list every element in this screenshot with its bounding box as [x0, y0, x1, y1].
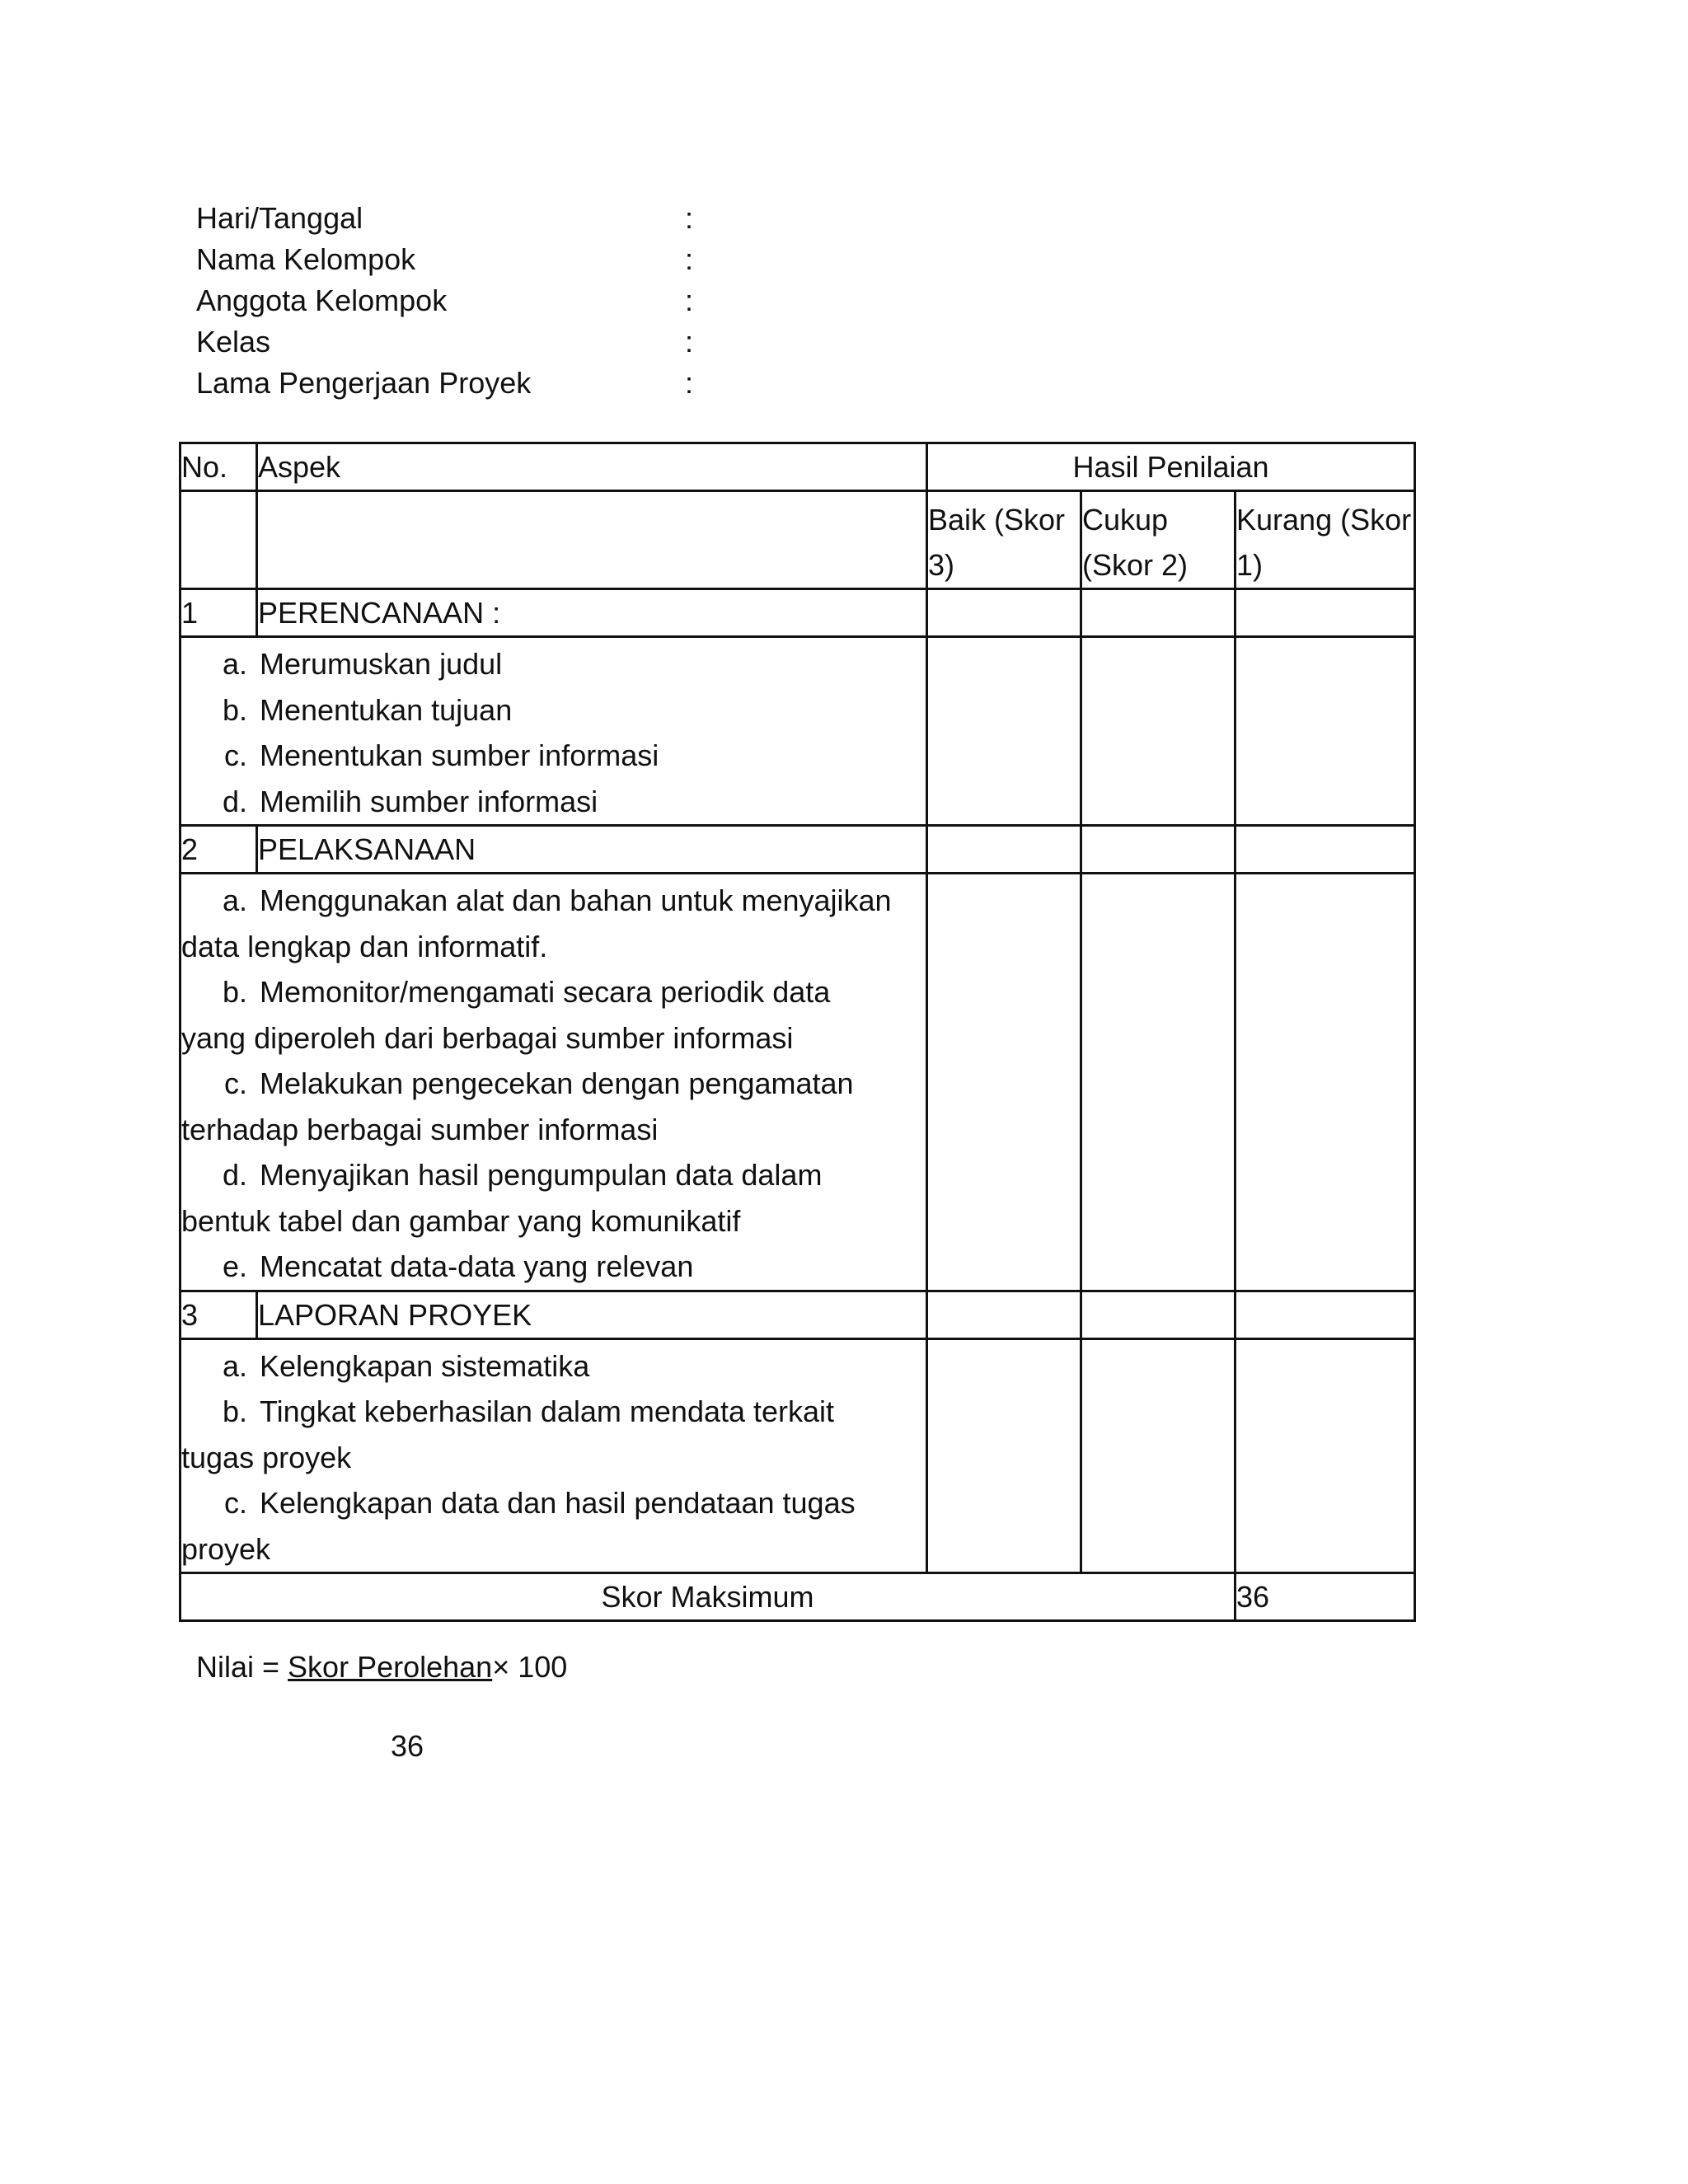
score-cell[interactable] — [1081, 826, 1236, 874]
item-text: Tingkat keberhasilan dalam mendata terkait — [260, 1394, 835, 1428]
section-row-perencanaan — [181, 589, 1415, 637]
items-cell — [181, 637, 927, 826]
field-colon: : — [685, 366, 694, 400]
item-letter: e. — [222, 1249, 247, 1283]
score-cell[interactable] — [1236, 1338, 1415, 1573]
field-colon: : — [685, 284, 694, 317]
item-letter: b. — [222, 975, 247, 1009]
header-hasil-penilaian: Hasil Penilaian — [927, 443, 1415, 491]
skor-maksimum-label: Skor Maksimum — [181, 1573, 1236, 1621]
item-text: Merumuskan judul — [260, 647, 503, 681]
item-letter: a. — [222, 1348, 247, 1383]
list-item — [181, 1244, 926, 1290]
header-baik — [927, 491, 1081, 589]
item-letter: b. — [222, 1394, 247, 1428]
item-letter: c. — [223, 1486, 247, 1520]
list-item — [181, 641, 926, 687]
item-list — [181, 1340, 926, 1572]
item-text: Memilih sumber informasi — [260, 784, 598, 818]
section-title: PERENCANAAN : — [257, 589, 927, 637]
score-cell[interactable] — [1081, 589, 1236, 637]
formula-denominator: 36 — [391, 1729, 424, 1763]
item-text-continued: tugas proyek — [181, 1440, 352, 1474]
section-number: 3 — [181, 1291, 257, 1338]
section-title: LAPORAN PROYEK — [257, 1291, 927, 1338]
field-colon: : — [685, 325, 694, 359]
list-item — [181, 1152, 926, 1244]
score-cell[interactable] — [1081, 1338, 1236, 1573]
item-letter: c. — [223, 1066, 247, 1100]
formula-suffix: × 100 — [492, 1650, 568, 1684]
item-text: Memonitor/mengamati secara periodik data — [260, 975, 831, 1009]
items-row-perencanaan — [181, 637, 1415, 826]
section-title: PELAKSANAAN — [257, 826, 927, 874]
item-text-continued: data lengkap dan informatif. — [181, 929, 548, 963]
item-letter: d. — [222, 784, 247, 818]
score-cell[interactable] — [927, 826, 1081, 874]
header-cukup-label: Cukup (Skor 2) — [1082, 503, 1189, 582]
items-row-laporan-proyek — [181, 1338, 1415, 1573]
list-item — [181, 779, 926, 825]
header-kurang — [1236, 491, 1415, 589]
field-label: Anggota Kelompok — [196, 284, 448, 317]
list-item — [181, 687, 926, 733]
section-row-pelaksanaan — [181, 826, 1415, 874]
score-cell[interactable] — [1236, 1291, 1415, 1338]
item-letter: a. — [222, 883, 247, 917]
field-label: Nama Kelompok — [196, 242, 416, 276]
score-cell[interactable] — [927, 637, 1081, 826]
item-list — [181, 638, 926, 824]
table-footer-row — [181, 1573, 1415, 1621]
section-number: 2 — [181, 826, 257, 874]
list-item — [181, 1061, 926, 1152]
list-item — [181, 969, 926, 1061]
list-item — [181, 878, 926, 969]
field-label: Kelas — [196, 325, 271, 359]
item-text: Mencatat data-data yang relevan — [260, 1249, 694, 1283]
grade-formula — [196, 1647, 567, 1688]
item-text-continued: proyek — [181, 1531, 271, 1566]
item-text: Menyajikan hasil pengumpulan data dalam — [260, 1158, 823, 1192]
score-cell[interactable] — [1236, 826, 1415, 874]
section-number: 1 — [181, 589, 257, 637]
formula-numerator: Skor Perolehan — [288, 1650, 493, 1684]
item-text-continued: terhadap berbagai sumber informasi — [181, 1112, 659, 1146]
score-cell[interactable] — [1236, 874, 1415, 1291]
empty-cell — [257, 491, 927, 589]
skor-maksimum-value: 36 — [1236, 1573, 1415, 1621]
table-header-row — [181, 443, 1415, 491]
item-text-continued: yang diperoleh dari berbagai sumber informasi — [181, 1020, 794, 1055]
table-subheader-row — [181, 491, 1415, 589]
list-item — [181, 1480, 926, 1572]
field-colon: : — [685, 242, 694, 276]
item-letter: b. — [222, 692, 247, 727]
field-label: Hari/Tanggal — [196, 201, 363, 235]
item-text: Kelengkapan data dan hasil pendataan tugas — [260, 1486, 856, 1520]
list-item — [181, 1389, 926, 1480]
score-cell[interactable] — [1081, 1291, 1236, 1338]
item-text-continued: bentuk tabel dan gambar yang komunikatif — [181, 1203, 741, 1238]
score-cell[interactable] — [927, 874, 1081, 1291]
score-cell[interactable] — [1081, 874, 1236, 1291]
list-item — [181, 1343, 926, 1390]
item-letter: a. — [222, 647, 247, 681]
item-letter: c. — [223, 738, 247, 772]
score-cell[interactable] — [927, 1338, 1081, 1573]
header-no: No. — [181, 443, 257, 491]
item-text: Menggunakan alat dan bahan untuk menyajikan — [260, 883, 892, 917]
section-row-laporan-proyek — [181, 1291, 1415, 1338]
item-text: Menentukan tujuan — [260, 692, 513, 727]
items-row-pelaksanaan — [181, 874, 1415, 1291]
score-cell[interactable] — [927, 589, 1081, 637]
item-text: Menentukan sumber informasi — [260, 738, 659, 772]
formula-prefix: Nilai = — [196, 1650, 288, 1684]
header-aspek: Aspek — [257, 443, 927, 491]
items-cell — [181, 874, 927, 1291]
header-cukup — [1081, 491, 1236, 589]
empty-cell — [181, 491, 257, 589]
field-label: Lama Pengerjaan Proyek — [196, 366, 532, 400]
score-cell[interactable] — [1236, 637, 1415, 826]
field-colon: : — [685, 201, 694, 235]
item-text: Kelengkapan sistematika — [260, 1348, 590, 1383]
header-baik-label: Baik (Skor 3) — [928, 503, 1066, 582]
score-cell[interactable] — [927, 1291, 1081, 1338]
items-cell — [181, 1338, 927, 1573]
item-text: Melakukan pengecekan dengan pengamatan — [260, 1066, 854, 1100]
assessment-table — [179, 442, 1416, 1622]
item-list — [181, 874, 926, 1290]
list-item — [181, 733, 926, 779]
score-cell[interactable] — [1081, 637, 1236, 826]
score-cell[interactable] — [1236, 589, 1415, 637]
header-kurang-label: Kurang (Skor 1) — [1236, 503, 1412, 582]
item-letter: d. — [222, 1158, 247, 1192]
